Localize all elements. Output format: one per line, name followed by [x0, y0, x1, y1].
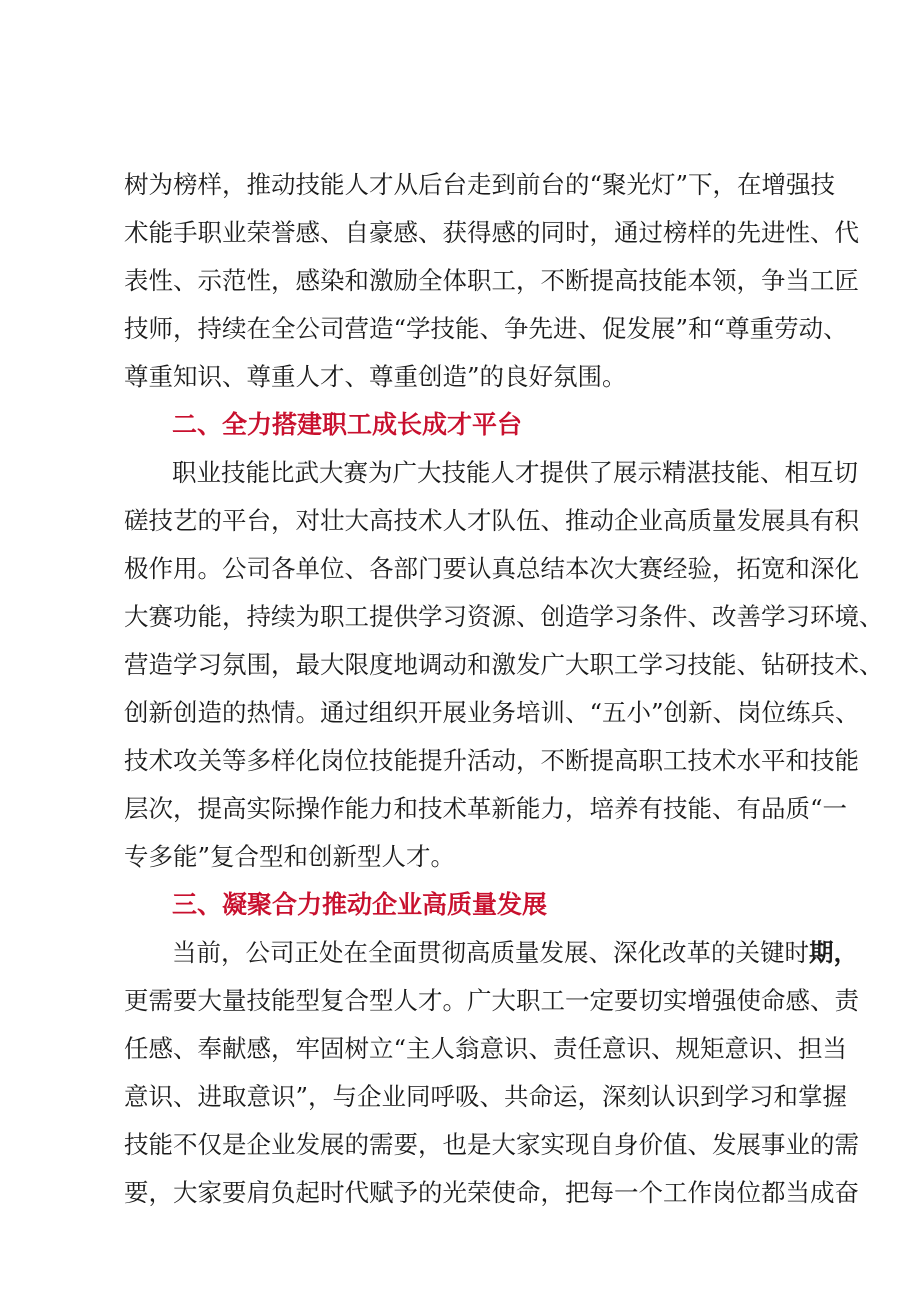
- section-3-line-1-text: 当前，公司正处在全面贯彻高质量发展、深化改革的关键时: [172, 938, 809, 967]
- section-3-line-3: 任感、奉献感，牢固树立“主人翁意识、责任意识、规矩意识、担当: [124, 1034, 848, 1063]
- paragraph-1-line-2: 术能手职业荣誉感、自豪感、获得感的同时，通过榜样的先进性、代: [124, 218, 859, 247]
- section-2-line-1: 职业技能比武大赛为广大技能人才提供了展示精湛技能、相互切: [172, 458, 858, 487]
- section-3-line-6: 要，大家要肩负起时代赋予的光荣使命，把每一个工作岗位都当成奋: [124, 1178, 859, 1207]
- section-2-line-2: 磋技艺的平台，对壮大高技术人才队伍、推动企业高质量发展具有积: [124, 506, 859, 535]
- paragraph-1-line-4: 技师，持续在全公司营造“学技能、争先进、促发展”和“尊重劳动、: [124, 314, 848, 343]
- paragraph-1-line-5: 尊重知识、尊重人才、尊重创造”的良好氛围。: [124, 362, 627, 391]
- section-3-line-1: [172, 931, 858, 975]
- section-2-line-5: 营造学习氛围，最大限度地调动和激发广大职工学习技能、钻研技术、: [124, 650, 884, 679]
- section-2-line-7: 技术攻关等多样化岗位技能提升活动，不断提高职工技术水平和技能: [124, 746, 859, 775]
- section-3-line-5: 技能不仅是企业发展的需要，也是大家实现自身价值、发展事业的需: [124, 1130, 859, 1159]
- section-2-line-6: 创新创造的热情。通过组织开展业务培训、“五小”创新、岗位练兵、: [124, 698, 860, 727]
- section-2-line-4: 大赛功能，持续为职工提供学习资源、创造学习条件、改善学习环境、: [124, 602, 884, 631]
- section-2-line-9: 专多能”复合型和创新型人才。: [124, 842, 456, 871]
- section-3-line-1-bold: 期，: [809, 938, 858, 967]
- paragraph-1-line-3: 表性、示范性，感染和激励全体职工，不断提高技能本领，争当工匠: [124, 266, 859, 295]
- section-3-line-4: 意识、进取意识”，与企业同呼吸、共命运，深刻认识到学习和掌握: [124, 1082, 848, 1111]
- section-2-heading: 二、全力搭建职工成长成才平台: [172, 410, 523, 439]
- section-3-line-2: 更需要大量技能型复合型人才。广大职工一定要切实增强使命感、责: [124, 986, 859, 1015]
- section-2-line-3: 极作用。公司各单位、各部门要认真总结本次大赛经验，拓宽和深化: [124, 554, 859, 583]
- section-2-line-8: 层次，提高实际操作能力和技术革新能力，培养有技能、有品质“一: [124, 794, 848, 823]
- section-3-heading: 三、凝聚合力推动企业高质量发展: [172, 890, 548, 919]
- paragraph-1-line-1: 树为榜样，推动技能人才从后台走到前台的“聚光灯”下，在增强技: [124, 170, 836, 199]
